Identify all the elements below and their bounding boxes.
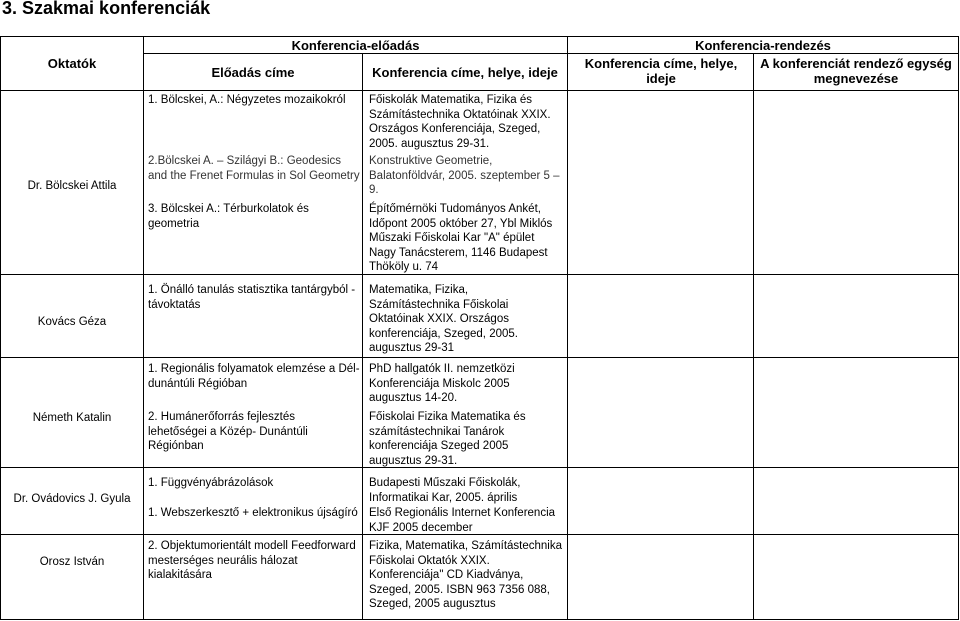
header-konferencia-cime: Konferencia címe, helye, ideje — [372, 65, 558, 80]
conference-info: Főiskolai Fizika Matematika és számítástechnikai Tanárok konferenciája Szeged 2005 augusztus 29-31. — [369, 411, 526, 467]
lecture-title: 2.Bölcskei A. – Szilágyi B.: Geodesics and the Frenet Formulas in Sol Geometry — [148, 155, 360, 182]
header-eloadas-cime: Előadás címe — [211, 65, 295, 80]
conference-info: PhD hallgatók II. nemzetközi Konferenciája Miskolc 2005 augusztus 14-20. — [369, 363, 515, 404]
header-divider — [143, 53, 959, 54]
conference-info: Főiskolák Matematika, Fizika és Számítástechnika Oktatóinak XXIX. Országos Konferenciája, Szeged, 2005. augusztus 29-31. — [369, 94, 551, 150]
lecturer-name: Dr. Ovádovics J. Gyula — [13, 493, 131, 505]
header-rendezes-group: Konferencia-rendezés — [695, 38, 831, 53]
conference-info: Konstruktive Geometrie, Balatonföldvár, 2005. szeptember 5 – 9. — [369, 155, 560, 196]
col-divider — [753, 53, 754, 620]
lecture-title: 1. Bölcskei, A.: Négyzetes mozaikokról — [148, 94, 346, 106]
lecture-title: 2. Humánerőforrás fejlesztés lehetőségei a Közép- Dunántúli Régiónban — [148, 411, 308, 452]
lecture-title: 1. Függvényábrázolások — [148, 477, 274, 489]
col-divider — [143, 36, 144, 620]
lecture-title: 1. Regionális folyamatok elemzése a Dél-dunántúli Régióban — [148, 363, 360, 390]
lecture-title: 1. Webszerkesztő + elektronikus újságíró — [148, 507, 358, 519]
lecture-title: 2. Objektumorientált modell Feedforward mesterséges neurális hálozat kialakitására — [148, 540, 356, 581]
conference-info: Budapesti Műszaki Főiskolák, Informatikai Kar, 2005. április — [369, 477, 521, 504]
lecturer-name: Kovács Géza — [37, 316, 107, 328]
lecturer-name: Dr. Bölcskei Attila — [27, 180, 117, 192]
col-divider — [567, 36, 568, 620]
header-eloadas-group: Konferencia-előadás — [291, 38, 420, 53]
conference-table — [0, 36, 959, 620]
conference-info: Első Regionális Internet Konferencia KJF 2005 december — [369, 507, 556, 534]
lecturer-name: Németh Katalin — [32, 412, 112, 424]
conference-info: Matematika, Fizika, Számítástechnika Főiskolai Oktatóinak XXIX. Országos konferenciája, Szeged, 2005. augusztus 29-31 — [369, 284, 518, 354]
page-title: 3. Szakmai konferenciák — [2, 0, 211, 18]
lecture-title: 1. Önálló tanulás statisztika tantárgyból - távoktatás — [148, 284, 356, 311]
lecturer-name: Orosz István — [39, 556, 105, 568]
lecture-title: 3. Bölcskei A.: Térburkolatok és geometria — [148, 203, 309, 230]
header-oktatok: Oktatók — [47, 56, 97, 71]
header-rendezo: A konferenciát rendező egység megnevezése — [760, 56, 952, 86]
conference-info: Fizika, Matematika, Számítástechnika Főiskolai Oktatók XXIX. Konferenciája" CD Kiadványa, Szeged, 2005. ISBN 963 7356 088, Szeged, 2005 augusztus — [369, 540, 563, 610]
table-border-right — [958, 36, 959, 620]
conference-info: Építőmérnöki Tudományos Ankét, Időpont 2005 október 27, Ybl Miklós Műszaki Főiskolai Kar "A" épület Nagy Tanácsterem, 1146 Budapest Thököly u. 74 — [369, 203, 553, 273]
header-rendezes-cime: Konferencia címe, helye, ideje — [584, 56, 738, 86]
col-divider — [362, 53, 363, 620]
